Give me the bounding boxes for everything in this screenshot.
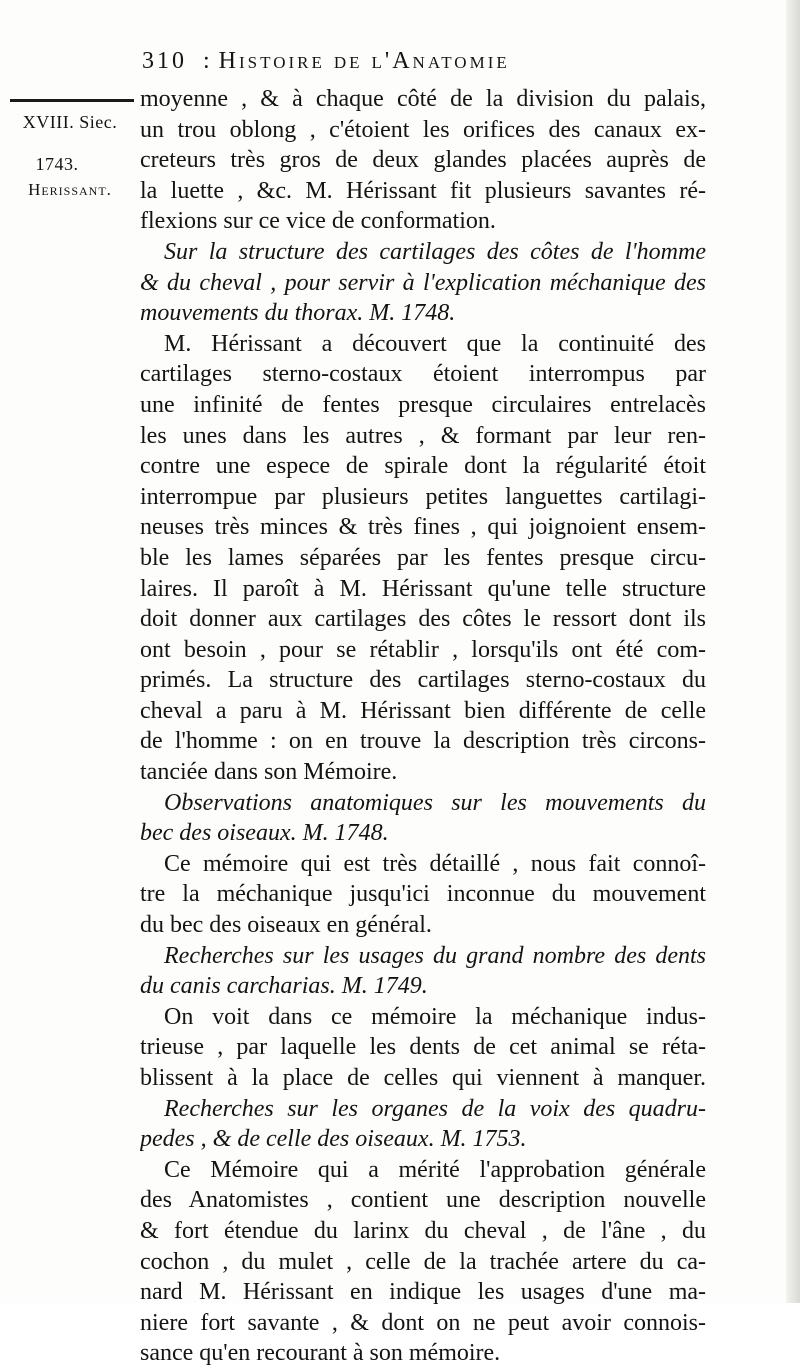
text-line: Ce Mémoire qui a mérité l'approbation générale bbox=[164, 1156, 706, 1183]
text-line: la luette , &c. M. Hérissant fit plusieurs savantes ré- bbox=[140, 177, 706, 204]
text-line: neuses très minces & très fines , qui joignoient ensem- bbox=[140, 514, 706, 541]
text-line: du bec des oiseaux en général. bbox=[140, 912, 432, 939]
body-text bbox=[140, 84, 706, 1369]
running-header bbox=[142, 48, 702, 82]
text-line: cartilages sterno-costaux étoient interrompus par bbox=[140, 361, 706, 388]
section-heading-line: Recherches sur les organes de la voix des quadru- bbox=[164, 1095, 706, 1122]
text-line: laires. Il paroît à M. Hérissant qu'une telle structure bbox=[140, 575, 706, 602]
text-line: tanciée dans son Mémoire. bbox=[140, 759, 398, 786]
text-line: tre la méchanique jusqu'ici inconnue du mouvement bbox=[140, 881, 706, 908]
text-line: flexions sur ce vice de conformation. bbox=[140, 208, 496, 235]
margin-rule bbox=[10, 99, 134, 102]
text-line: de l'homme : on en trouve la description très circons- bbox=[140, 728, 706, 755]
section-heading-line: Observations anatomiques sur les mouvements du bbox=[164, 789, 706, 816]
margin-note-century: XVIII. Siec. bbox=[22, 112, 118, 132]
header-separator: : bbox=[203, 48, 213, 74]
text-line: moyenne , & à chaque côté de la division du palais, bbox=[140, 86, 706, 112]
running-title: Histoire de l'Anatomie bbox=[218, 48, 510, 74]
margin-note-author: Herissant. bbox=[28, 180, 112, 199]
section-heading-line: Recherches sur les usages du grand nombre des dents bbox=[164, 942, 706, 969]
text-line: & fort étendue du larinx du cheval , de l'âne , du bbox=[140, 1217, 706, 1244]
text-line: des Anatomistes , contient une description nouvelle bbox=[140, 1187, 706, 1214]
text-line: blissent à la place de celles qui viennent à manquer. bbox=[140, 1065, 706, 1091]
text-line: doit donner aux cartilages des côtes le ressort dont ils bbox=[140, 606, 706, 633]
text-line: les unes dans les autres , & formant par leur ren- bbox=[140, 422, 706, 449]
section-heading-line: & du cheval , pour servir à l'explication méchanique des bbox=[140, 269, 706, 296]
text-line: ont besoin , pour se rétablir , lorsqu'ils ont été com- bbox=[140, 636, 706, 663]
text-line: Ce mémoire qui est très détaillé , nous fait connoî- bbox=[164, 850, 706, 877]
text-line: cheval a paru à M. Hérissant bien différente de celle bbox=[140, 697, 706, 724]
section-heading-line: mouvements du thorax. M. 1748. bbox=[140, 300, 456, 327]
section-heading-line: Sur la structure des cartilages des côtes de l'homme bbox=[164, 238, 706, 265]
section-heading-line: pedes , & de celle des oiseaux. M. 1753. bbox=[140, 1126, 527, 1153]
margin-note-year: 1743. bbox=[35, 154, 79, 174]
text-line: M. Hérissant a découvert que la continuité des bbox=[164, 330, 706, 357]
text-line: interrompue par plusieurs petites languettes cartilagi- bbox=[140, 483, 706, 510]
section-heading-line: bec des oiseaux. M. 1748. bbox=[140, 820, 389, 847]
text-line: ble les lames séparées par les fentes presque circu- bbox=[140, 544, 706, 571]
page-number: 310 bbox=[142, 48, 187, 74]
text-line: un trou oblong , c'étoient les orifices des canaux ex- bbox=[140, 116, 706, 143]
text-line: nard M. Hérissant en indique les usages d'une ma- bbox=[140, 1279, 706, 1306]
text-line: contre une espece de spirale dont la régularité étoit bbox=[140, 453, 706, 480]
text-line: primés. La structure des cartilages sterno-costaux du bbox=[140, 667, 706, 694]
text-line: On voit dans ce mémoire la méchanique indus- bbox=[164, 1003, 706, 1030]
text-line: une infinité de fentes presque circulaires entrelacès bbox=[140, 391, 706, 418]
text-line: niere fort savante , & dont on ne peut avoir connois- bbox=[140, 1309, 706, 1336]
text-line: cochon , du mulet , celle de la trachée artere du ca- bbox=[140, 1248, 706, 1275]
text-line: trieuse , par laquelle les dents de cet animal se réta- bbox=[140, 1034, 706, 1061]
text-line: sance qu'en recourant à son mémoire. bbox=[140, 1340, 501, 1367]
page-edge-shadow bbox=[786, 0, 800, 1303]
section-heading-line: du canis carcharias. M. 1749. bbox=[140, 973, 428, 1000]
text-line: creteurs très gros de deux glandes placées auprès de bbox=[140, 147, 706, 174]
